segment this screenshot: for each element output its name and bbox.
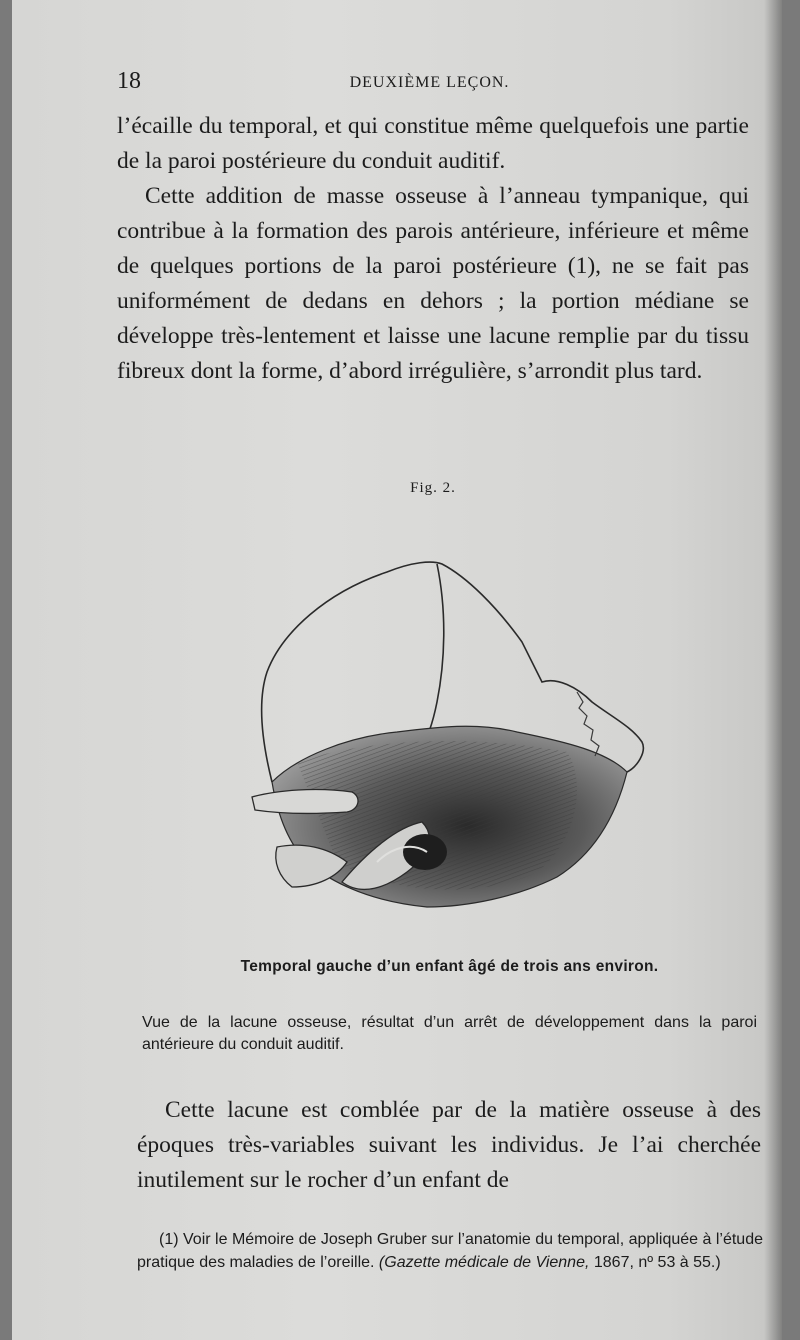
footnote-citation-journal: (Gazette médicale de Vienne, [378, 1254, 590, 1271]
footnote-text: (1) Voir le Mémoire de Joseph Gruber sur l’anatomie du temporal, appliquée à l’étude pratique des maladies de l’oreille. [137, 1231, 763, 1271]
paragraph-2: Cette addition de masse osseuse à l’anneau tympanique, qui contribue à la formation des parois antérieure, inférieure et même de quelques portions de la paroi postérieure (1), ne se fait pas uniformément de dedans en dehors ; la portion médiane se développe très-lentement et laisse une lacune remplie par du tissu fibreux dont la forme, d’abord irrégulière, s’arrondit plus tard. [117, 183, 749, 384]
chapter-title: DEUXIÈME LEÇON. [349, 74, 510, 91]
running-head [117, 68, 742, 102]
body-text-bottom [137, 1093, 761, 1198]
figure-caption: Temporal gauche d’un enfant âgé de trois ans environ. [240, 958, 659, 975]
figure-label: Fig. 2. [410, 480, 456, 496]
page-number: 18 [117, 68, 141, 94]
body-text-top [117, 109, 749, 389]
page-edge-shadow [764, 0, 782, 1340]
footnote-citation-rest: 1867, nº 53 à 55.) [593, 1254, 721, 1271]
footnote [137, 1228, 763, 1274]
temporal-bone-engraving [237, 552, 657, 917]
paragraph-1: l’écaille du temporal, et qui constitue même quelquefois une partie de la paroi postérieure du conduit auditif. [117, 113, 749, 174]
figure-description: Vue de la lacune osseuse, résultat d’un arrêt de développement dans la paroi antérieure du conduit auditif. [142, 1014, 757, 1053]
paragraph-3: Cette lacune est comblée par de la matière osseuse à des époques très-variables suivant les individus. Je l’ai cherchée inutilement sur le rocher d’un enfant de [137, 1097, 761, 1193]
book-page [12, 0, 782, 1340]
